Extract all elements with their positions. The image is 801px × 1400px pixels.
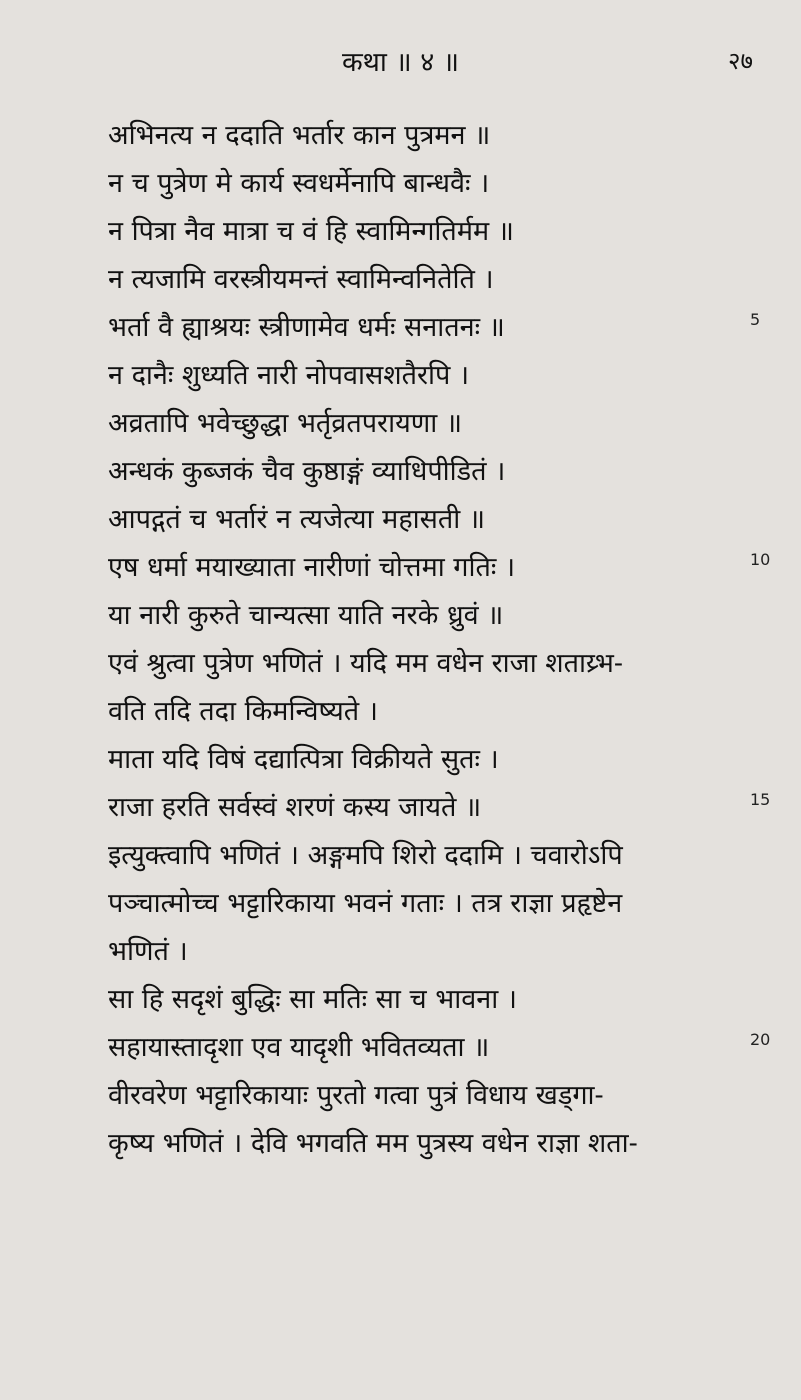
page-number: २७ [728,47,753,75]
text-line: वीरवरेण भट्टारिकायाः पुरतो गत्वा पुत्रं विधाय खड्गा- [108,1080,604,1111]
text-line: पञ्चात्मोच्च भट्टारिकाया भवनं गताः । तत्र राज्ञा प्रहृष्टेन [108,888,623,919]
text-line: एष धर्मा मयाख्याता नारीणां चोत्तमा गतिः । [108,552,516,583]
text-line: भणितं । [108,936,188,967]
text-line: न दानैः शुध्यति नारी नोपवासशतैरपि । [108,360,470,391]
line-number: 15 [750,790,771,809]
text-line: वति तदि तदा किमन्विष्यते । [108,696,378,727]
text-line: एवं श्रुत्वा पुत्रेण भणितं । यदि मम वधेन राजा शताय्र्भ- [108,648,623,679]
text-line: न च पुत्रेण मे कार्य स्वधर्मेनापि बान्धवैः । [108,168,490,199]
text-line: सहायास्तादृशा एव यादृशी भवितव्यता ॥ [108,1032,490,1063]
text-line: अन्धकं कुब्जकं चैव कुष्ठाङ्गं व्याधिपीडितं । [108,456,506,487]
text-line: भर्ता वै ह्याश्रयः स्त्रीणामेव धर्मः सनातनः ॥ [108,312,505,343]
text-line: आपद्गतं च भर्तारं न त्यजेत्या महासती ॥ [108,504,486,535]
line-number: 20 [750,1030,771,1049]
page-header [0,42,801,82]
text-line: अभिनत्य न ददाति भर्तार कान पुत्रमन ॥ [108,120,491,151]
text-line: अव्रतापि भवेच्छुद्धा भर्तृव्रतपरायणा ॥ [108,408,463,439]
text-line: न त्यजामि वरस्त्रीयमन्तं स्वामिन्वनितेति । [108,264,494,295]
text-line: सा हि सदृशं बुद्धिः सा मतिः सा च भावना । [108,984,518,1015]
text-line: इत्युक्त्वापि भणितं । अङ्गमपि शिरो ददामि । चवारोऽपि [108,840,623,871]
text-line: राजा हरति सर्वस्वं शरणं कस्य जायते ॥ [108,792,482,823]
text-line: या नारी कुरुते चान्यत्सा याति नरके ध्रुवं ॥ [108,600,504,631]
text-line: कृष्य भणितं । देवि भगवति मम पुत्रस्य वधेन राज्ञा शता- [108,1128,638,1159]
line-number: 10 [750,550,771,569]
line-number: 5 [750,310,761,329]
text-line: माता यदि विषं दद्यात्पित्रा विक्रीयते सुतः । [108,744,499,775]
running-title: कथा ॥ ४ ॥ [341,47,460,78]
text-line: न पित्रा नैव मात्रा च वं हि स्वामिन्गतिर्मम ॥ [108,216,514,247]
